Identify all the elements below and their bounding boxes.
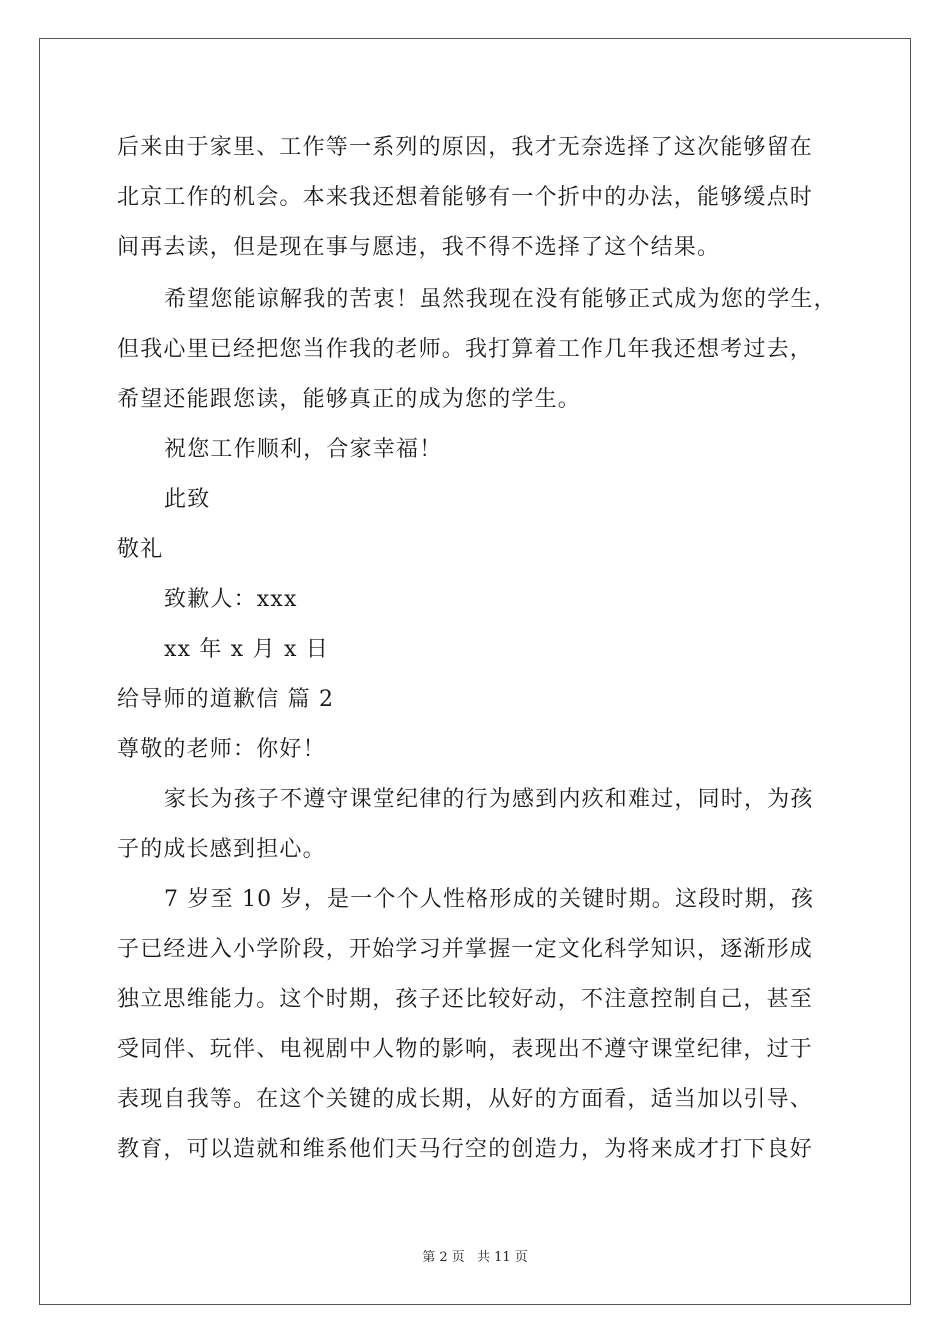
date-line: xx 年 x 月 x 日 bbox=[164, 637, 329, 662]
paragraph-line: 表现自我等。在这个关键的成长期，从好的方面看，适当加以引导、 bbox=[117, 1087, 814, 1112]
paragraph-line: 教育，可以造就和维系他们天马行空的创造力，为将来成才打下良好 bbox=[117, 1137, 814, 1162]
paragraph-line: 7 岁至 10 岁，是一个个人性格形成的关键时期。这段时期，孩 bbox=[164, 887, 815, 912]
paragraph-line: 受同伴、玩伴、电视剧中人物的影响，表现出不遵守课堂纪律，过于 bbox=[117, 1037, 814, 1062]
paragraph-line: 子的成长感到担心。 bbox=[117, 837, 326, 862]
page-number: 第 2 页 bbox=[422, 1250, 465, 1265]
greeting-line: 尊敬的老师：你好！ bbox=[117, 737, 326, 762]
paragraph-line: 北京工作的机会。本来我还想着能够有一个折中的办法，能够缓点时 bbox=[117, 185, 814, 210]
closing-salutation: 此致 bbox=[164, 487, 211, 512]
signature-line: 致歉人：xxx bbox=[164, 587, 298, 612]
section-title: 给导师的道歉信 篇 2 bbox=[117, 687, 335, 712]
paragraph-line: 间再去读，但是现在事与愿违，我不得不选择了这个结果。 bbox=[117, 235, 721, 260]
paragraph-line: 希望还能跟您读，能够真正的成为您的学生。 bbox=[117, 387, 582, 412]
paragraph-line: 独立思维能力。这个时期，孩子还比较好动，不注意控制自己，甚至 bbox=[117, 987, 814, 1012]
page-total: 共 11 页 bbox=[476, 1250, 528, 1265]
paragraph-line: 子已经进入小学阶段，开始学习并掌握一定文化科学知识，逐渐形成 bbox=[117, 937, 814, 962]
paragraph-line: 但我心里已经把您当作我的老师。我打算着工作几年我还想考过去， bbox=[117, 337, 814, 362]
paragraph-line: 后来由于家里、工作等一系列的原因，我才无奈选择了这次能够留在 bbox=[117, 135, 814, 160]
closing-wish: 祝您工作顺利，合家幸福！ bbox=[164, 437, 443, 462]
paragraph-line: 希望您能谅解我的苦衷！虽然我现在没有能够正式成为您的学生， bbox=[164, 287, 837, 312]
closing-regards: 敬礼 bbox=[117, 537, 164, 562]
page-footer bbox=[0, 1246, 950, 1265]
paragraph-line: 家长为孩子不遵守课堂纪律的行为感到内疚和难过，同时，为孩 bbox=[164, 787, 814, 812]
